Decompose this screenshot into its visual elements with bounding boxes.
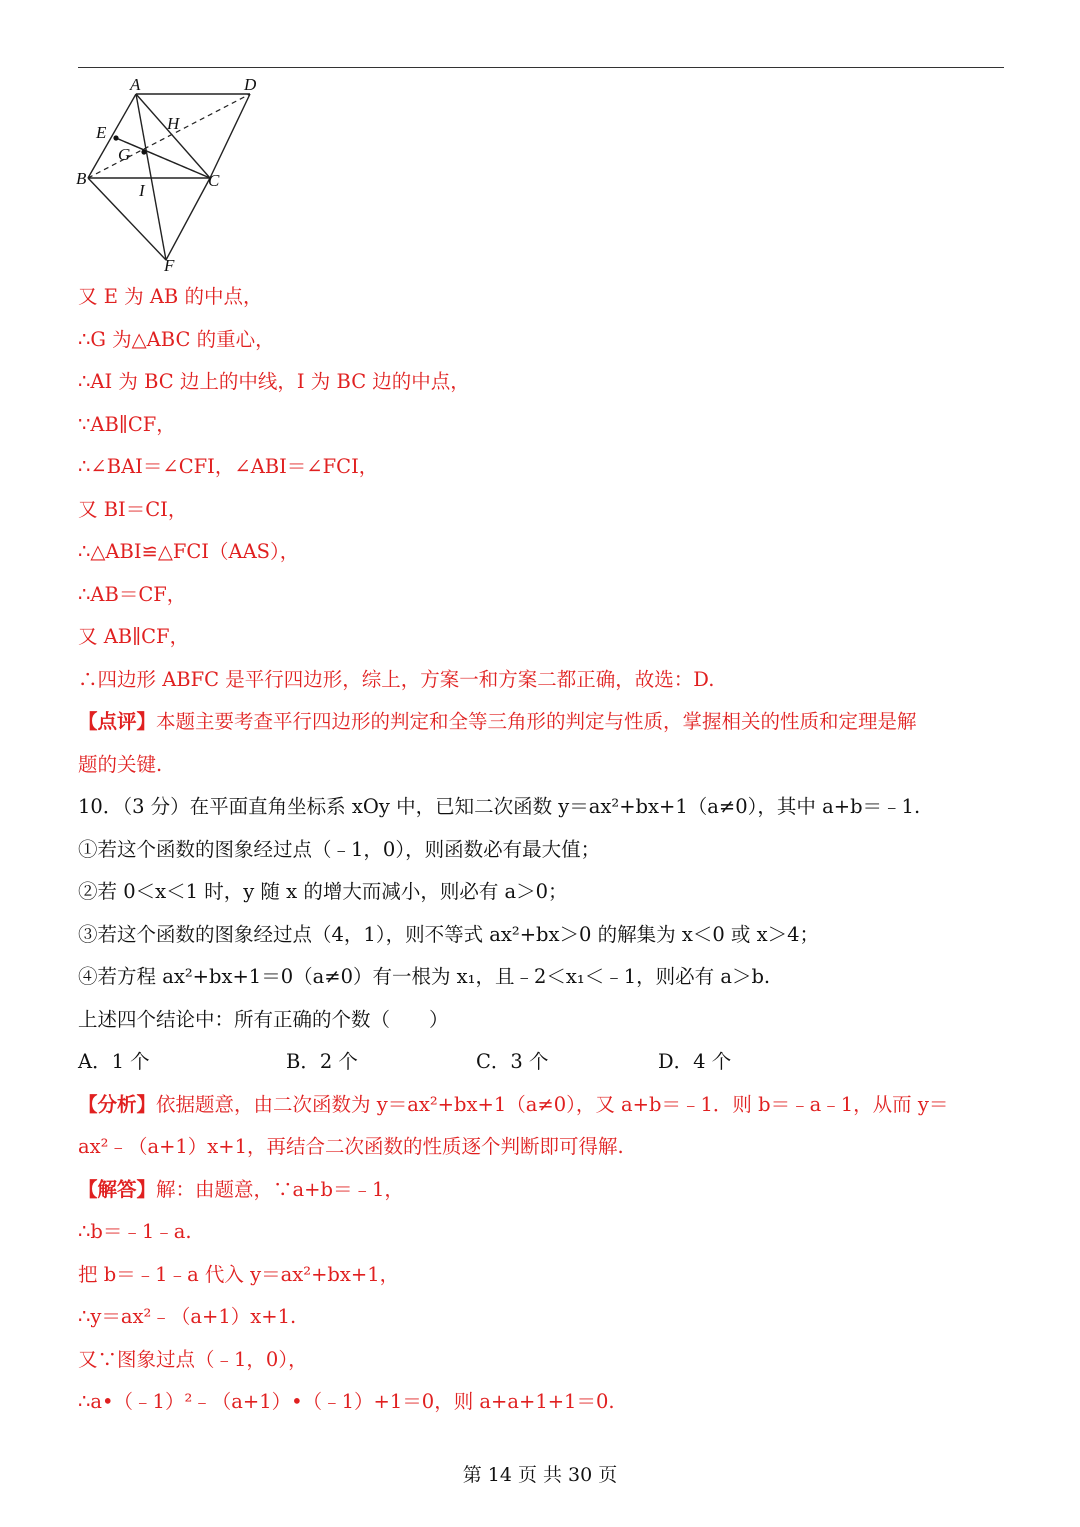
question-statement: ①若这个函数的图象经过点（﹣1，0），则函数必有最大值； <box>78 838 601 861</box>
label-E: E <box>96 123 107 142</box>
segment-AF <box>136 94 166 260</box>
point-G <box>141 149 146 154</box>
question-statement: ④若方程 ax²+bx+1＝0（a≠0）有一根为 x₁，且﹣2＜x₁＜﹣1，则必有 a＞b. <box>78 965 771 988</box>
answer-step: 又∵图象过点（﹣1，0）， <box>78 1348 308 1371</box>
question-choices <box>78 1049 1008 1075</box>
label-I: I <box>139 181 145 200</box>
parallelogram-diagram <box>74 74 264 274</box>
answer-step: ∴b＝﹣1﹣a. <box>78 1220 192 1243</box>
solution-line: ∴四边形 ABFC 是平行四边形，综上，方案一和方案二都正确，故选：D. <box>78 668 715 691</box>
answer-step: ∴a•（﹣1）²﹣（a+1）•（﹣1）+1＝0，则 a+a+1+1＝0. <box>78 1390 615 1413</box>
label-F: F <box>164 256 175 275</box>
answer-text: 解：由题意，∵a+b＝﹣1， <box>156 1178 404 1201</box>
solution-line: ∴AB＝CF， <box>78 583 187 606</box>
solution-line: 又 AB∥CF， <box>78 625 190 648</box>
solution-line: ∴G 为△ABC 的重心， <box>78 328 275 351</box>
answer-step: ∴y＝ax²﹣（a+1）x+1. <box>78 1305 297 1328</box>
solution-line: ∴∠BAI＝∠CFI，∠ABI＝∠FCI， <box>78 455 379 478</box>
choice-c: C．3 个 <box>476 1050 549 1073</box>
answer-line-1 <box>78 1177 1008 1203</box>
comment-tag: 【点评】 <box>78 710 157 733</box>
comment-text: 本题主要考查平行四边形的判定和全等三角形的判定与性质，掌握相关的性质和定理是解 <box>156 710 917 733</box>
label-A: A <box>130 75 141 94</box>
label-D: D <box>244 75 257 94</box>
header-rule <box>78 67 1004 68</box>
segment-BF <box>88 178 166 260</box>
analysis-text: 依据题意，由二次函数为 y＝ax²+bx+1（a≠0），又 a+b＝﹣1．则 b＝﹣a﹣1，从而 y＝ <box>156 1093 949 1116</box>
choice-a: A．1 个 <box>78 1050 150 1073</box>
question-stem: 10．（3 分）在平面直角坐标系 xOy 中，已知二次函数 y＝ax²+bx+1（a≠0），其中 a+b＝﹣1. <box>78 795 921 818</box>
analysis-tag: 【分析】 <box>78 1093 157 1116</box>
label-G: G <box>118 145 131 164</box>
label-B: B <box>76 169 87 188</box>
label-C: C <box>208 171 220 190</box>
comment-line-2: 题的关键. <box>78 753 163 776</box>
solution-line: 又 E 为 AB 的中点， <box>78 285 263 308</box>
segment-AC <box>136 94 210 178</box>
question-statement: ②若 0＜x＜1 时，y 随 x 的增大而减小，则必有 a＞0； <box>78 880 568 903</box>
answer-tag: 【解答】 <box>78 1178 157 1201</box>
analysis-line-2: ax²﹣（a+1）x+1，再结合二次函数的性质逐个判断即可得解. <box>78 1135 624 1158</box>
page-footer: 第 14 页 共 30 页 <box>462 1464 618 1486</box>
choice-d: D．4 个 <box>658 1050 732 1073</box>
solution-line: 又 BI＝CI， <box>78 498 188 521</box>
solution-line: ∵AB∥CF， <box>78 413 176 436</box>
question-prompt: 上述四个结论中：所有正确的个数（ ） <box>78 1008 449 1031</box>
segment-CF <box>166 178 210 260</box>
comment-line-1 <box>78 709 1008 735</box>
segment-DC <box>210 94 250 178</box>
geometry-figure <box>74 74 264 274</box>
solution-line: ∴△ABI≌△FCI（AAS）， <box>78 540 300 563</box>
label-H: H <box>167 114 180 133</box>
question-statement: ③若这个函数的图象经过点（4，1），则不等式 ax²+bx＞0 的解集为 x＜0 或 x＞4； <box>78 923 820 946</box>
answer-step: 把 b＝﹣1﹣a 代入 y＝ax²+bx+1， <box>78 1263 400 1286</box>
analysis-line-1 <box>78 1092 1008 1118</box>
choice-b: B．2 个 <box>286 1050 358 1073</box>
point-E <box>113 135 118 140</box>
solution-line: ∴AI 为 BC 边上的中线，I 为 BC 边的中点， <box>78 370 470 393</box>
